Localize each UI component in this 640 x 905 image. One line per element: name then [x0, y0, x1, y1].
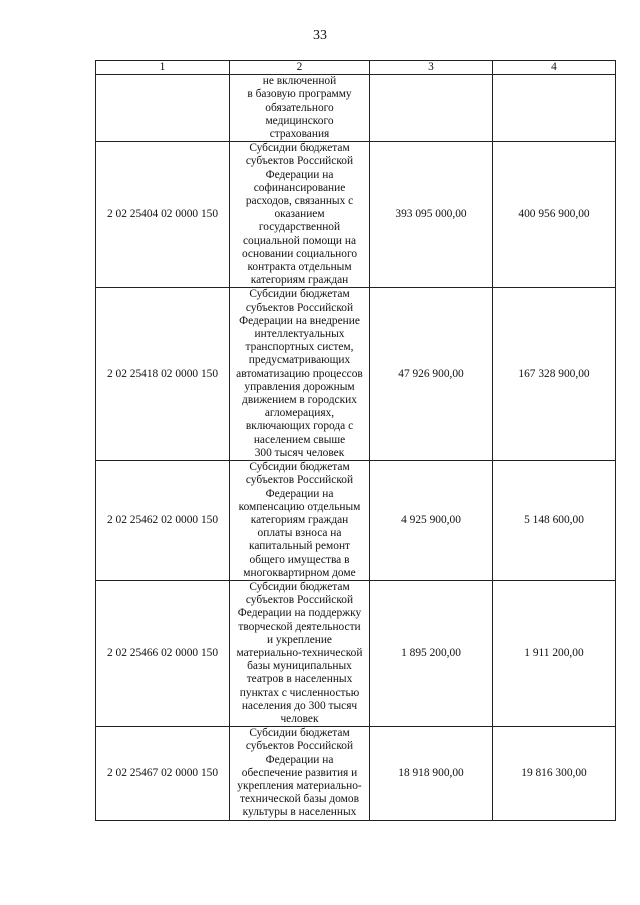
description-line: движением в городских — [242, 394, 357, 407]
table-body — [96, 75, 616, 820]
description-line: Федерации на внедрение — [239, 314, 360, 327]
description-line: технической базы домов — [240, 793, 359, 806]
description-line: в базовую программу — [247, 88, 352, 101]
description-line: расходов, связанных с — [245, 195, 354, 208]
column-header: 1 — [96, 61, 230, 75]
amount-2022-cell: 5 148 600,00 — [493, 461, 616, 581]
amount-2022-cell: 167 328 900,00 — [493, 288, 616, 461]
description-line: капитальный ремонт — [248, 540, 351, 553]
amount-2021-cell: 18 918 900,00 — [370, 727, 493, 820]
description-line: Федерации на поддержку — [237, 607, 362, 620]
description-line: основании социального — [241, 247, 358, 260]
description-line: Субсидии бюджетам — [249, 727, 350, 740]
description-line: софинансирование — [253, 181, 346, 194]
description-cell — [230, 727, 370, 820]
amount-2021-cell: 1 895 200,00 — [370, 580, 493, 726]
description-line: базы муниципальных — [247, 660, 352, 673]
description-cell — [230, 580, 370, 726]
description-line: общего имущества в — [249, 553, 350, 566]
description-line: 300 тысяч человек — [254, 446, 345, 459]
description-line: транспортных систем, — [245, 341, 354, 354]
amount-2021-cell: 47 926 900,00 — [370, 288, 493, 461]
table-row — [96, 142, 616, 288]
description-line: автоматизацию процессов — [236, 367, 363, 380]
description-line: Субсидии бюджетам — [249, 580, 350, 593]
description-line: укрепления материально- — [237, 779, 362, 792]
description-line: материально-технической — [236, 646, 363, 659]
amount-2021-cell: 4 925 900,00 — [370, 461, 493, 581]
description-line: медицинского — [265, 114, 334, 127]
description-line: Федерации на — [265, 753, 334, 766]
description-cell — [230, 461, 370, 581]
revenue-code-cell: 2 02 25418 02 0000 150 — [96, 288, 230, 461]
description-line: агломерациях, — [264, 407, 335, 420]
column-header: 2 — [230, 61, 370, 75]
table-header-row — [96, 61, 616, 75]
description-line: управления дорожным — [244, 380, 355, 393]
description-line: субъектов Российской — [245, 155, 354, 168]
description-line: категориям граждан — [250, 274, 349, 287]
description-line: субъектов Российской — [245, 474, 354, 487]
description-line: субъектов Российской — [245, 594, 354, 607]
description-cell — [230, 288, 370, 461]
description-line: государственной — [258, 221, 341, 234]
description-line: компенсацию отдельным — [238, 500, 361, 513]
description-line: многоквартирном доме — [243, 566, 356, 579]
description-line: категориям граждан — [250, 513, 349, 526]
description-line: обеспечение развития и — [241, 766, 358, 779]
description-cell — [230, 142, 370, 288]
description-line: театров в населенных — [246, 673, 353, 686]
description-line: Субсидии бюджетам — [249, 288, 350, 301]
revenue-code-cell: 2 02 25404 02 0000 150 — [96, 142, 230, 288]
description-line: субъектов Российской — [245, 740, 354, 753]
description-line: и укрепление — [266, 633, 332, 646]
amount-2021-cell — [370, 75, 493, 142]
revenue-code-cell: 2 02 25466 02 0000 150 — [96, 580, 230, 726]
description-line: оплаты взноса на — [257, 527, 342, 540]
amount-2022-cell: 400 956 900,00 — [493, 142, 616, 288]
description-line: предусматривающих — [248, 354, 351, 367]
description-line: включающих города с — [245, 420, 354, 433]
description-line: культуры в населенных — [242, 806, 357, 819]
amount-2021-cell: 393 095 000,00 — [370, 142, 493, 288]
table-row — [96, 288, 616, 461]
column-header: 4 — [493, 61, 616, 75]
column-header: 3 — [370, 61, 493, 75]
table-row — [96, 727, 616, 820]
revenue-table — [95, 60, 616, 821]
description-line: Федерации на — [265, 487, 334, 500]
description-line: населением свыше — [253, 433, 346, 446]
description-line: Федерации на — [265, 168, 334, 181]
revenue-code-cell: 2 02 25467 02 0000 150 — [96, 727, 230, 820]
amount-2022-cell: 1 911 200,00 — [493, 580, 616, 726]
description-line: обязательного — [265, 101, 334, 114]
description-line: не включенной — [262, 75, 337, 88]
table-row — [96, 461, 616, 581]
revenue-code-cell: 2 02 25462 02 0000 150 — [96, 461, 230, 581]
description-line: пунктах с численностью — [239, 686, 360, 699]
description-line: населения до 300 тысяч — [241, 699, 358, 712]
description-line: творческой деятельности — [238, 620, 361, 633]
amount-2022-cell: 19 816 300,00 — [493, 727, 616, 820]
description-line: социальной помощи на — [242, 234, 357, 247]
description-line: Субсидии бюджетам — [249, 142, 350, 155]
page-number: 33 — [313, 28, 327, 43]
description-line: Субсидии бюджетам — [249, 461, 350, 474]
description-line: оказанием — [274, 208, 325, 221]
description-line: страхования — [269, 128, 330, 141]
description-cell — [230, 75, 370, 142]
revenue-code-cell — [96, 75, 230, 142]
amount-2022-cell — [493, 75, 616, 142]
description-line: контракта отдельным — [247, 261, 352, 274]
description-line: субъектов Российской — [245, 301, 354, 314]
description-line: человек — [280, 712, 319, 725]
description-line: интеллектуальных — [254, 328, 345, 341]
table-row — [96, 75, 616, 142]
table-row — [96, 580, 616, 726]
